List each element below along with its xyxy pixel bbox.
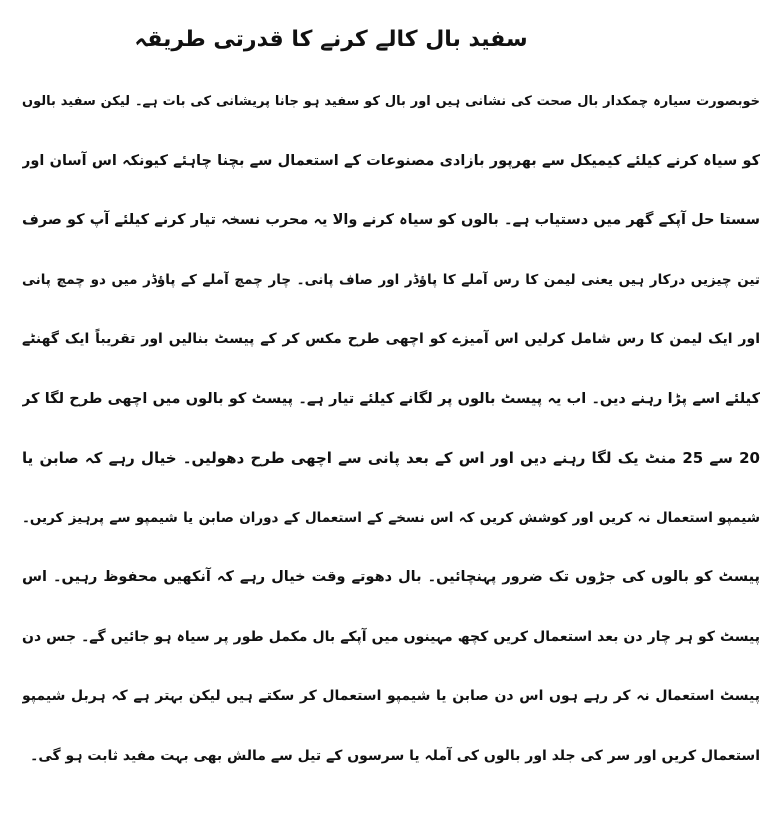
article-line: اور ایک لیمن کا رس شامل کرلیں اس آمیزے کو اچھی طرح مکس کر کے پیسٹ بنالیں اور تقریباً ایک گھنٹے — [22, 331, 760, 347]
article-line: استعمال کریں اور سر کی جلد اور بالوں کی آملہ یا سرسوں کے تیل سے مالش بھی بہت مفید ثابت ہو گی۔ — [30, 747, 760, 764]
article-line: تین چیزیں درکار ہیں یعنی لیمن کا رس آملے کا پاؤڈر اور صاف پانی۔ چار چمچ آملے کے پاؤڈر میں دو چمچ پانی — [22, 271, 760, 288]
article — [22, 18, 760, 786]
article-line: شیمپو استعمال نہ کریں اور کوشش کریں کہ اس نسخے کے استعمال کے دوران صابن یا شیمپو سے پرہیز کریں۔ — [22, 509, 760, 526]
article-line: خوبصورت سیارہ چمکدار بال صحت کی نشانی ہیں اور بال کو سفید ہو جانا پریشانی کی بات ہے۔ لیکن سفید بالوں — [22, 94, 760, 109]
article-line: پیسٹ کو بالوں کی جڑوں تک ضرور پہنچائیں۔ بال دھوتے وقت خیال رہے کہ آنکھیں محفوظ رہیں۔ اس — [22, 569, 760, 585]
article-line: کو سیاہ کرنے کیلئے کیمیکل سے بھرپور بازادی مصنوعات کے استعمال سے بچنا چاہئے کیونکہ اس آسان اور — [22, 152, 760, 169]
article-line: کیلئے اسے پڑا رہنے دیں۔ اب یہ پیسٹ بالوں پر لگانے کیلئے تیار ہے۔ پیسٹ کو بالوں میں اچھی طرح لگا کر — [22, 390, 760, 407]
article-line: پیسٹ کو ہر چار دن بعد استعمال کریں کچھ مہینوں میں آپکے بال مکمل طور پر سیاہ ہو جائیں گے۔ جس دن — [22, 628, 760, 645]
article-line: سستا حل آپکے گھر میں دستیاب ہے۔ بالوں کو سیاہ کرنے والا یہ محرب نسخہ تیار کرنے کیلئے آپ کو صرف — [22, 212, 760, 228]
article-line: پیسٹ استعمال نہ کر رہے ہوں اس دن صابن یا شیمپو استعمال کر سکتے ہیں لیکن بہتر ہے کہ ہربل شیمپو — [22, 688, 760, 704]
article-body — [22, 72, 760, 786]
article-title: سفید بال کالے کرنے کا قدرتی طریقہ — [134, 27, 528, 52]
article-line: 20 سے 25 منٹ یک لگا رہنے دیں اور اس کے بعد پانی سے اچھی طرح دھولیں۔ خیال رہے کہ صابن یا — [22, 449, 760, 467]
